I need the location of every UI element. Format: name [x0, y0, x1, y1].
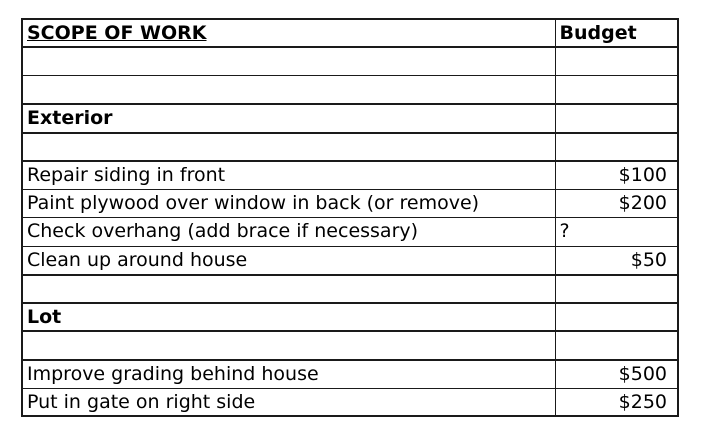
row-description: Repair siding in front: [22, 161, 555, 189]
row-description: [22, 331, 555, 359]
row-description: Clean up around house: [22, 246, 555, 274]
budget-header: Budget: [555, 19, 678, 47]
table-row: [22, 331, 678, 359]
table-row: [22, 388, 678, 416]
row-budget: $50: [555, 246, 678, 274]
scope-of-work-table: [21, 18, 679, 417]
section-title-exterior: Exterior: [22, 104, 555, 132]
row-budget: [555, 303, 678, 331]
scope-of-work-header: SCOPE OF WORK: [22, 19, 555, 47]
row-budget: $500: [555, 360, 678, 388]
row-description: Improve grading behind house: [22, 360, 555, 388]
header-row: [22, 19, 678, 47]
table-row: [22, 161, 678, 189]
row-budget: [555, 47, 678, 75]
table-row: [22, 133, 678, 161]
row-budget: [555, 331, 678, 359]
row-budget: [555, 275, 678, 303]
row-description: [22, 133, 555, 161]
row-budget: $200: [555, 189, 678, 217]
row-description: Paint plywood over window in back (or remove): [22, 189, 555, 217]
table-row: [22, 275, 678, 303]
row-budget: [555, 104, 678, 132]
table-row: [22, 189, 678, 217]
row-description: [22, 76, 555, 104]
row-budget: [555, 133, 678, 161]
row-description: Check overhang (add brace if necessary): [22, 218, 555, 246]
section-row-exterior: [22, 104, 678, 132]
section-row-lot: [22, 303, 678, 331]
row-description: [22, 275, 555, 303]
table-row: [22, 360, 678, 388]
row-budget: $250: [555, 388, 678, 416]
table-row: [22, 246, 678, 274]
table-row: [22, 76, 678, 104]
table-row: [22, 218, 678, 246]
row-budget: [555, 76, 678, 104]
section-title-lot: Lot: [22, 303, 555, 331]
row-budget: ?: [555, 218, 678, 246]
row-budget: $100: [555, 161, 678, 189]
row-description: Put in gate on right side: [22, 388, 555, 416]
row-description: [22, 47, 555, 75]
table-row: [22, 47, 678, 75]
